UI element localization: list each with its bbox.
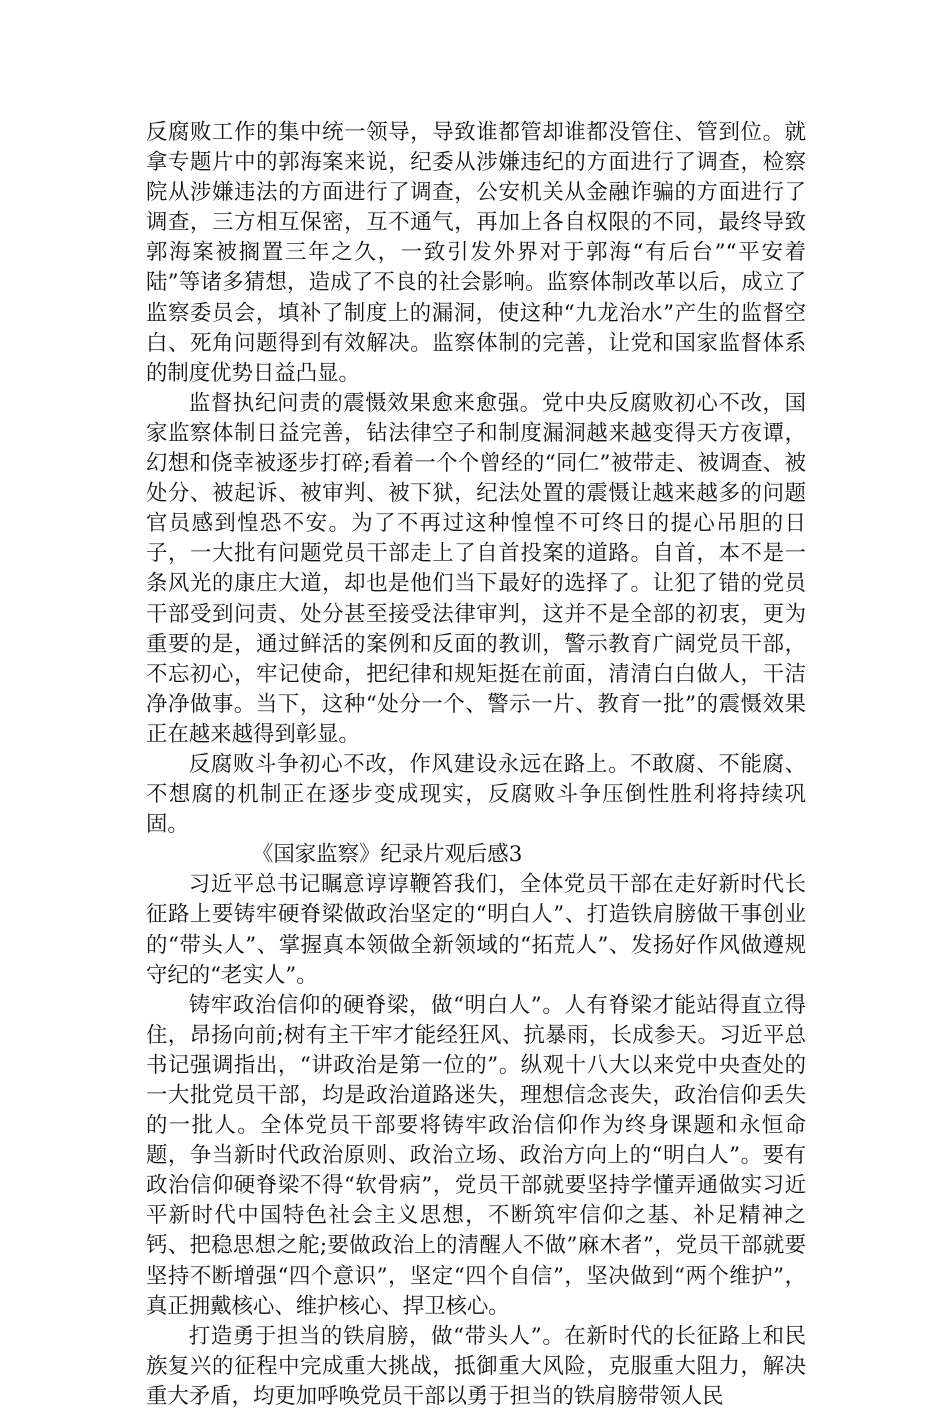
paragraph-deterrence: 监督执纪问责的震慑效果愈来愈强。党中央反腐败初心不改，国家监察体制日益完善，钻法律空子和制度漏洞越来越变得天方夜谭，幻想和侥幸被逐步打碎;看着一个个曾经的“同仁”被带走、被调查、被处分、被起诉、被审判、被下狱，纪法处置的震慑让越来越多的问题官员感到惶恐不安。为了不再过这种惶惶不可终日的提心吊胆的日子，一大批有问题党员干部走上了自首投案的道路。自首，本不是一条风光的康庄大道，却也是他们当下最好的选择了。让犯了错的党员干部受到问责、处分甚至接受法律审判，这并不是全部的初衷，更为重要的是，通过鲜活的案例和反面的教训，警示教育广阔党员干部，不忘初心，牢记使命，把纪律和规矩挺在前面，清清白白做人，干洁净净做事。当下，这种“处分一个、警示一片、教育一批”的震慑效果正在越来越得到彰显。 (146, 390, 806, 747)
paragraph-conclusion: 反腐败斗争初心不改，作风建设永远在路上。不敢腐、不能腐、不想腐的机制正在逐步变成现实，反腐败斗争压倒性胜利将持续巩固。 (146, 751, 806, 838)
paragraph-responsibility: 打造勇于担当的铁肩膀，做“带头人”。在新时代的长征路上和民族复兴的征程中完成重大挑战，抵御重大风险，克服重大阻力，解决重大矛盾，均更加呼唤党员干部以勇于担当的铁肩膀带领人民 (146, 1323, 806, 1409)
paragraph-intro: 习近平总书记瞩意谆谆鞭笞我们，全体党员干部在走好新时代长征路上要铸牢硬脊梁做政治坚定的“明白人”、打造铁肩膀做干事创业的“带头人”、掌握真本领做全新领域的“拓荒人”、发扬好作风做遵规守纪的“老实人”。 (146, 872, 806, 988)
document-page (146, 118, 806, 1412)
section-heading: 《国家监察》纪录片观后感3 (252, 842, 523, 868)
paragraph-continuation: 反腐败工作的集中统一领导，导致谁都管却谁都没管住、管到位。就拿专题片中的郭海案来说，纪委从涉嫌违纪的方面进行了调查，检察院从涉嫌违法的方面进行了调查，公安机关从金融诈骗的方面进行了调查，三方相互保密，互不通气，再加上各自权限的不同，最终导致郭海案被搁置三年之久，一致引发外界对于郭海“有后台”“平安着陆”等诸多猜想，造成了不良的社会影响。监察体制改革以后，成立了监察委员会，填补了制度上的漏洞，使这种“九龙治水”产生的监督空白、死角问题得到有效解决。监察体制的完善，让党和国家监督体系的制度优势日益凸显。 (146, 120, 806, 386)
paragraph-political-belief: 铸牢政治信仰的硬脊梁，做“明白人”。人有脊梁才能站得直立得住，昂扬向前;树有主干牢才能经狂风、抗暴雨，长成参天。习近平总书记强调指出，“讲政治是第一位的”。纵观十八大以来党中央查处的一大批党员干部，均是政治道路迷失，理想信念丧失，政治信仰丢失的一批人。全体党员干部要将铸牢政治信仰作为终身课题和永恒命题，争当新时代政治原则、政治立场、政治方向上的“明白人”。要有政治信仰硬脊梁不得“软骨病”，党员干部就要坚持学懂弄通做实习近平新时代中国特色社会主义思想，不断筑牢信仰之基、补足精神之钙、把稳思想之舵;要做政治上的清醒人不做”麻木者”，党员干部就要坚持不断增强“四个意识”，坚定“四个自信”，坚决做到“两个维护”，真正拥戴核心、维护核心、捍卫核心。 (146, 992, 806, 1319)
